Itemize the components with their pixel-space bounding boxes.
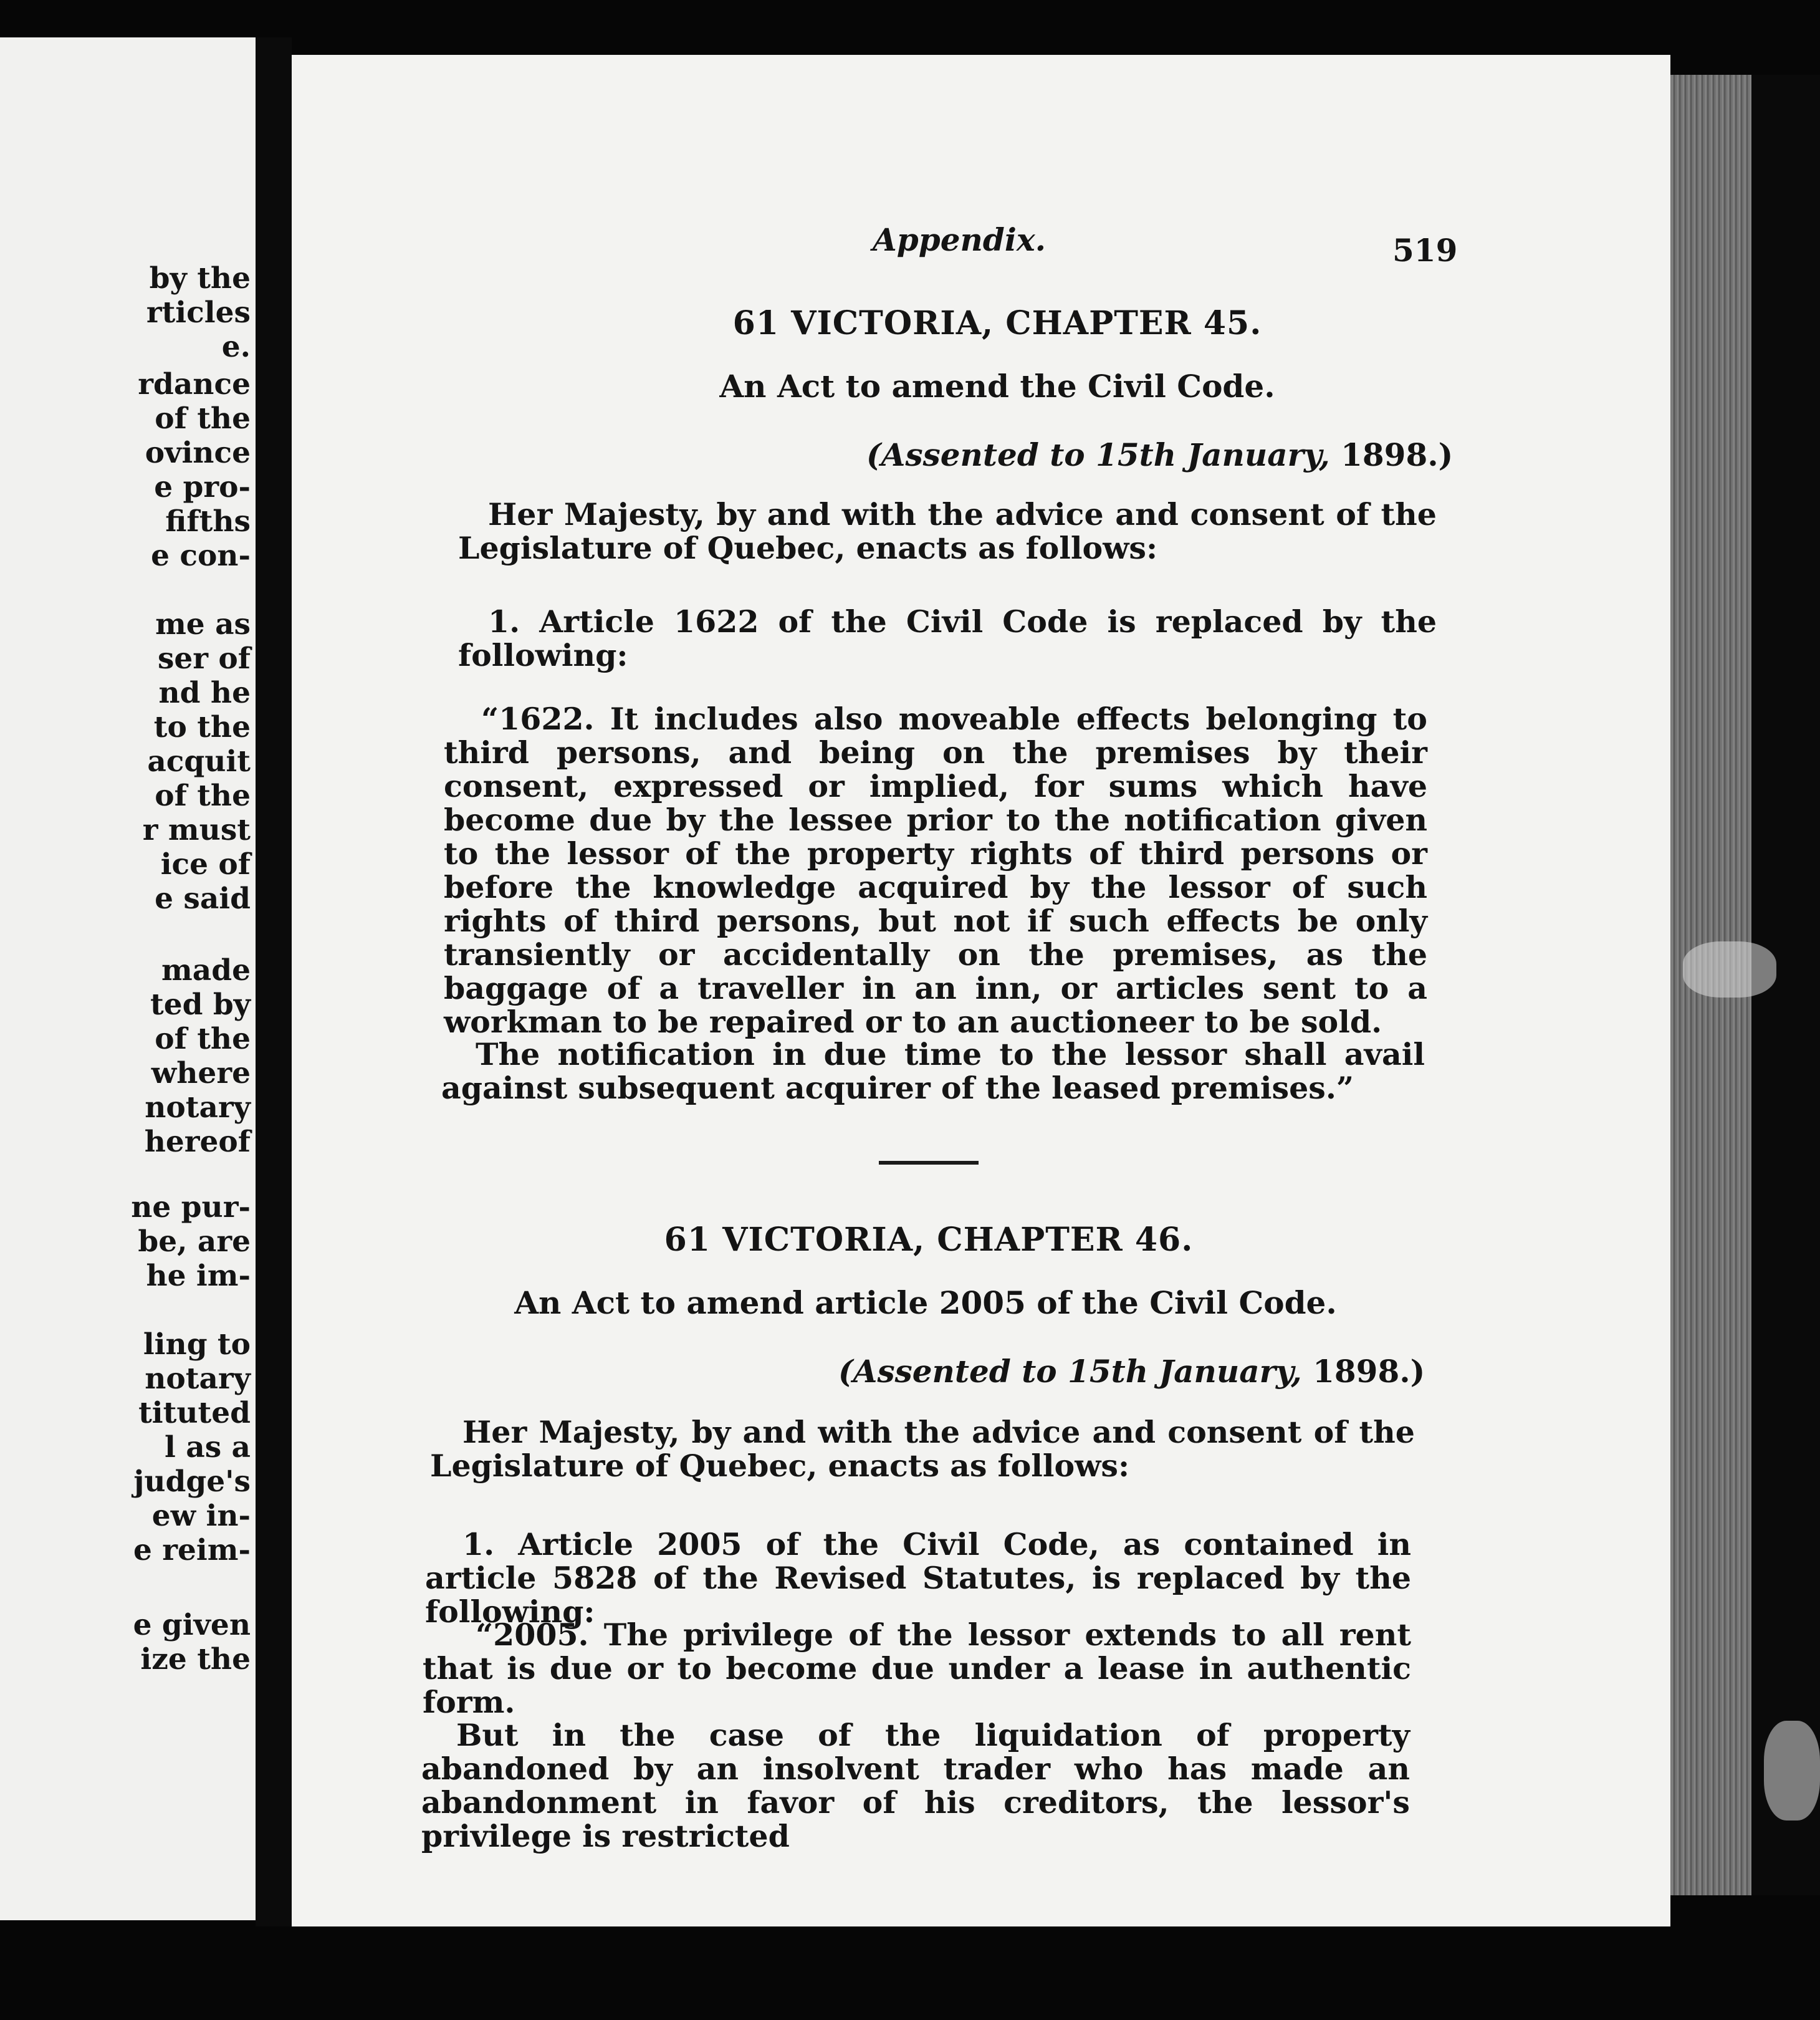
left-page-text-fragment: e pro- xyxy=(154,470,251,504)
left-page-text-fragment: ling to xyxy=(143,1327,251,1362)
chapter-45-assent xyxy=(866,436,1453,473)
article-2005-text: “2005. The privilege of the lessor extends to all rent that is due or to become due under a lease in authentic form. xyxy=(423,1617,1411,1720)
left-page-text-fragment: of the xyxy=(155,402,251,436)
article-1622-notification: The notification in due time to the lessor shall avail against subsequent acquirer of the leased premises.” xyxy=(441,1036,1425,1106)
left-page-text-fragment: me as xyxy=(155,607,251,642)
chapter-46-assent xyxy=(838,1353,1425,1390)
left-page-text-fragment: of the xyxy=(155,779,251,813)
left-page-text-fragment: to the xyxy=(153,710,251,744)
paper-blemish xyxy=(1764,1721,1820,1820)
chapter-46-heading: 61 VICTORIA, CHAPTER 46. xyxy=(664,1221,1194,1259)
assent-prefix: (Assented to 15th January, xyxy=(866,436,1330,473)
left-page-text-fragment: e given xyxy=(133,1608,251,1642)
left-page-text-fragment: notary xyxy=(145,1090,251,1125)
left-page-text-fragment: e reim- xyxy=(133,1533,251,1567)
left-page-text-fragment: notary xyxy=(145,1362,251,1396)
left-page-text-fragment: by the xyxy=(149,261,251,296)
left-page-text-fragment: r must xyxy=(142,813,251,847)
left-page-text-fragment: e con- xyxy=(151,539,251,573)
left-page-text-fragment: ice of xyxy=(160,847,251,882)
left-page-text-fragment: judge's xyxy=(133,1464,251,1499)
left-page-text-fragment: hereof xyxy=(144,1125,251,1159)
paper-blemish xyxy=(1683,941,1776,998)
chapter-45-title: An Act to amend the Civil Code. xyxy=(719,368,1275,405)
article-2005-liquidation: But in the case of the liquidation of property abandoned by an insolvent trader who has made an abandonment in favor of his creditors, the lessor's privilege is restricted xyxy=(421,1717,1410,1854)
left-page-text-fragment: rdance xyxy=(138,367,251,402)
chapter-46-title: An Act to amend article 2005 of the Civil Code. xyxy=(514,1284,1337,1321)
left-page-text-fragment: be, are xyxy=(138,1224,251,1259)
left-page-text-fragment: l as a xyxy=(165,1430,251,1464)
running-head: Appendix. xyxy=(873,221,1046,258)
left-page-text-fragment: where xyxy=(151,1056,251,1090)
chapter-46-section-1: 1. Article 2005 of the Civil Code, as contained in article 5828 of the Revised Statutes, is replaced by the following: xyxy=(425,1526,1411,1630)
left-facing-page xyxy=(0,37,256,1920)
assent-prefix: (Assented to 15th January, xyxy=(838,1353,1302,1390)
article-1622-text: “1622. It includes also moveable effects belonging to third persons, and being on the premises by their consent, expressed or implied, for sums which have become due by the lessee prior to the notification given to the lessor of the property rights of third persons or before the knowledge acquired by the lessor of such rights of third persons, but not if such effects be only transiently or accidentally on the premises, as the baggage of a traveller in an inn, or articles sent to a workman to be repaired or to an auctioneer to be sold. xyxy=(444,701,1427,1040)
left-page-text-fragment: ted by xyxy=(150,988,251,1022)
chapter-45-enacting-clause: Her Majesty, by and with the advice and consent of the Legislature of Quebec, enacts as follows: xyxy=(458,496,1437,566)
assent-year: 1898.) xyxy=(1313,1353,1425,1390)
left-page-text-fragment: ize the xyxy=(140,1642,251,1676)
left-page-text-fragment: e. xyxy=(221,330,251,364)
book-gutter xyxy=(256,37,292,1926)
left-page-text-fragment: ne pur- xyxy=(131,1190,251,1224)
section-divider xyxy=(879,1161,979,1165)
chapter-45-section-1: 1. Article 1622 of the Civil Code is replaced by the following: xyxy=(458,604,1437,673)
assent-year: 1898.) xyxy=(1341,436,1454,473)
left-page-text-fragment: rticles xyxy=(146,296,251,330)
left-page-text-fragment: ser of xyxy=(157,642,251,676)
left-page-text-fragment: fifths xyxy=(165,504,251,539)
left-page-text-fragment: ew in- xyxy=(151,1499,251,1533)
left-page-text-fragment: he im- xyxy=(146,1259,251,1293)
left-page-text-fragment: tituted xyxy=(138,1396,251,1430)
chapter-46-enacting-clause: Her Majesty, by and with the advice and consent of the Legislature of Quebec, enacts as follows: xyxy=(430,1414,1415,1484)
left-page-text-fragment: ovince xyxy=(145,436,251,470)
page-number: 519 xyxy=(1392,232,1458,269)
left-page-text-fragment: acquit xyxy=(147,744,251,779)
left-page-text-fragment: made xyxy=(161,953,251,988)
left-page-text-fragment: e said xyxy=(155,882,251,916)
chapter-45-heading: 61 VICTORIA, CHAPTER 45. xyxy=(732,304,1262,342)
left-page-text-fragment: nd he xyxy=(158,676,251,710)
left-page-text-fragment: of the xyxy=(155,1022,251,1056)
